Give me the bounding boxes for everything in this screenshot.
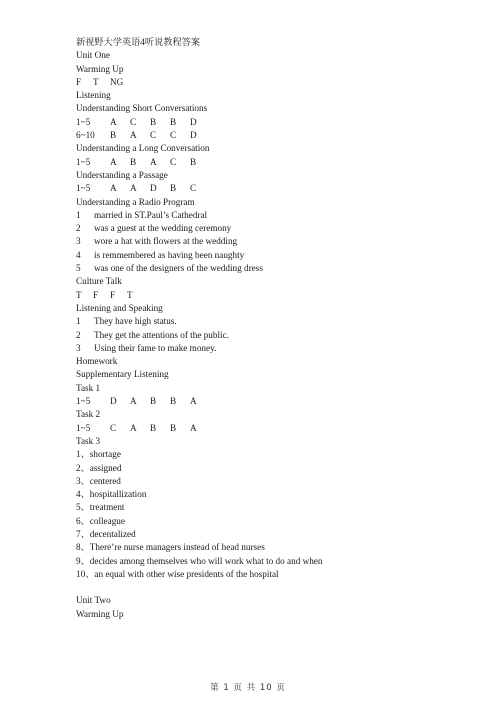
answer-cell: C xyxy=(130,116,137,127)
item-text: Using their fame to make money. xyxy=(94,342,217,353)
answer-cell: B xyxy=(170,183,177,194)
answer-cell: D xyxy=(190,116,197,127)
list-item xyxy=(76,249,456,262)
answer-cell: T xyxy=(93,76,99,87)
answer-cell: C xyxy=(170,130,177,141)
item-number: 3 xyxy=(76,342,81,353)
answer-cell: B xyxy=(110,130,117,141)
answer-cell: T xyxy=(127,289,133,300)
item-text: is remmembered as having been naughty xyxy=(94,249,245,260)
answer-cell: A xyxy=(110,116,117,127)
list-item xyxy=(76,235,456,248)
answer-cell: F xyxy=(110,289,116,300)
answer-cell: B xyxy=(150,396,157,407)
long-conv-heading: Understanding a Long Conversation xyxy=(76,143,210,154)
answer-cell: C xyxy=(170,156,177,167)
item-text: was one of the designers of the wedding dress xyxy=(94,263,263,274)
warming-up-answers xyxy=(76,76,456,89)
answer-cell: NG xyxy=(110,76,124,87)
answer-cell: D xyxy=(110,396,117,407)
page-footer: 第 1 页 共 10 页 xyxy=(210,683,286,693)
warming-up-heading: Warming Up xyxy=(76,63,124,74)
list-item: 1、shortage xyxy=(76,449,121,460)
answer-cell: A xyxy=(130,130,137,141)
item-number: 2 xyxy=(76,223,81,234)
item-text: They have high status. xyxy=(94,316,177,327)
answer-cell: D xyxy=(150,183,157,194)
unit-two-heading: Unit Two xyxy=(76,595,111,606)
homework-heading: Homework xyxy=(76,356,118,367)
list-item: 10、an equal with other wise presidents of the hospital xyxy=(76,568,279,579)
document-body xyxy=(76,36,456,621)
list-item xyxy=(76,329,456,342)
answer-row xyxy=(76,182,456,195)
culture-talk-answers xyxy=(76,289,456,302)
answer-cell: B xyxy=(150,116,157,127)
culture-talk-heading: Culture Talk xyxy=(76,276,122,287)
list-item: 4、hospitallization xyxy=(76,489,147,500)
listening-heading: Listening xyxy=(76,90,111,101)
item-number: 4 xyxy=(76,249,81,260)
item-text: married in ST.Paul’s Cathedral xyxy=(94,209,208,220)
item-number: 1 xyxy=(76,316,81,327)
answer-cell: B xyxy=(170,116,177,127)
short-conv-heading: Understanding Short Conversations xyxy=(76,103,208,114)
answer-cell: D xyxy=(190,130,197,141)
list-item xyxy=(76,209,456,222)
list-item: 2、assigned xyxy=(76,462,122,473)
answer-cell: A xyxy=(190,422,197,433)
answer-row xyxy=(76,422,456,435)
answer-row xyxy=(76,156,456,169)
item-text: was a guest at the wedding ceremony xyxy=(94,223,232,234)
answer-cell: B xyxy=(190,156,197,167)
answer-cell: F xyxy=(76,76,82,87)
answer-cell: A xyxy=(110,156,117,167)
answer-range: 6~10 xyxy=(76,130,95,141)
answer-cell: C xyxy=(190,183,197,194)
answer-range: 1~5 xyxy=(76,156,91,167)
answer-cell: C xyxy=(110,422,117,433)
answer-cell: B xyxy=(150,422,157,433)
task1-heading: Task 1 xyxy=(76,382,101,393)
list-item: 7、decentalized xyxy=(76,528,136,539)
answer-cell: A xyxy=(150,156,157,167)
list-item: 6、colleague xyxy=(76,515,125,526)
listening-speaking-heading: Listening and Speaking xyxy=(76,302,163,313)
passage-heading: Understanding a Passage xyxy=(76,169,168,180)
answer-row xyxy=(76,116,456,129)
answer-row xyxy=(76,129,456,142)
list-item: 8、There’re nurse managers instead of head nurses xyxy=(76,542,265,553)
answer-row xyxy=(76,395,456,408)
supplementary-heading: Supplementary Listening xyxy=(76,369,169,380)
list-item: 9、decides among themselves who will work what to do and when xyxy=(76,555,323,566)
list-item xyxy=(76,262,456,275)
item-text: They get the attentions of the public. xyxy=(94,329,229,340)
item-text: wore a hat with flowers at the wedding xyxy=(94,236,238,247)
item-number: 3 xyxy=(76,236,81,247)
answer-cell: F xyxy=(93,289,99,300)
answer-cell: A xyxy=(110,183,117,194)
list-item xyxy=(76,315,456,328)
warming-up-heading-2: Warming Up xyxy=(76,608,124,619)
task3-heading: Task 3 xyxy=(76,435,101,446)
answer-range: 1~5 xyxy=(76,422,91,433)
list-item: 3、centered xyxy=(76,475,121,486)
answer-cell: A xyxy=(130,422,137,433)
radio-heading: Understanding a Radio Program xyxy=(76,196,195,207)
answer-cell: A xyxy=(130,183,137,194)
item-number: 5 xyxy=(76,263,81,274)
answer-cell: B xyxy=(170,422,177,433)
list-item xyxy=(76,222,456,235)
answer-range: 1~5 xyxy=(76,396,91,407)
answer-cell: B xyxy=(170,396,177,407)
task2-heading: Task 2 xyxy=(76,409,101,420)
answer-range: 1~5 xyxy=(76,116,91,127)
document-title: 新视野大学英语4听说教程答案 xyxy=(76,37,201,47)
answer-cell: A xyxy=(130,396,137,407)
answer-range: 1~5 xyxy=(76,183,91,194)
answer-cell: T xyxy=(76,289,82,300)
answer-cell: A xyxy=(190,396,197,407)
item-number: 2 xyxy=(76,329,81,340)
item-number: 1 xyxy=(76,209,81,220)
list-item: 5、treatment xyxy=(76,502,125,513)
unit-one-heading: Unit One xyxy=(76,50,110,61)
answer-cell: C xyxy=(150,130,157,141)
answer-cell: B xyxy=(130,156,137,167)
blank-line xyxy=(76,581,456,594)
list-item xyxy=(76,342,456,355)
